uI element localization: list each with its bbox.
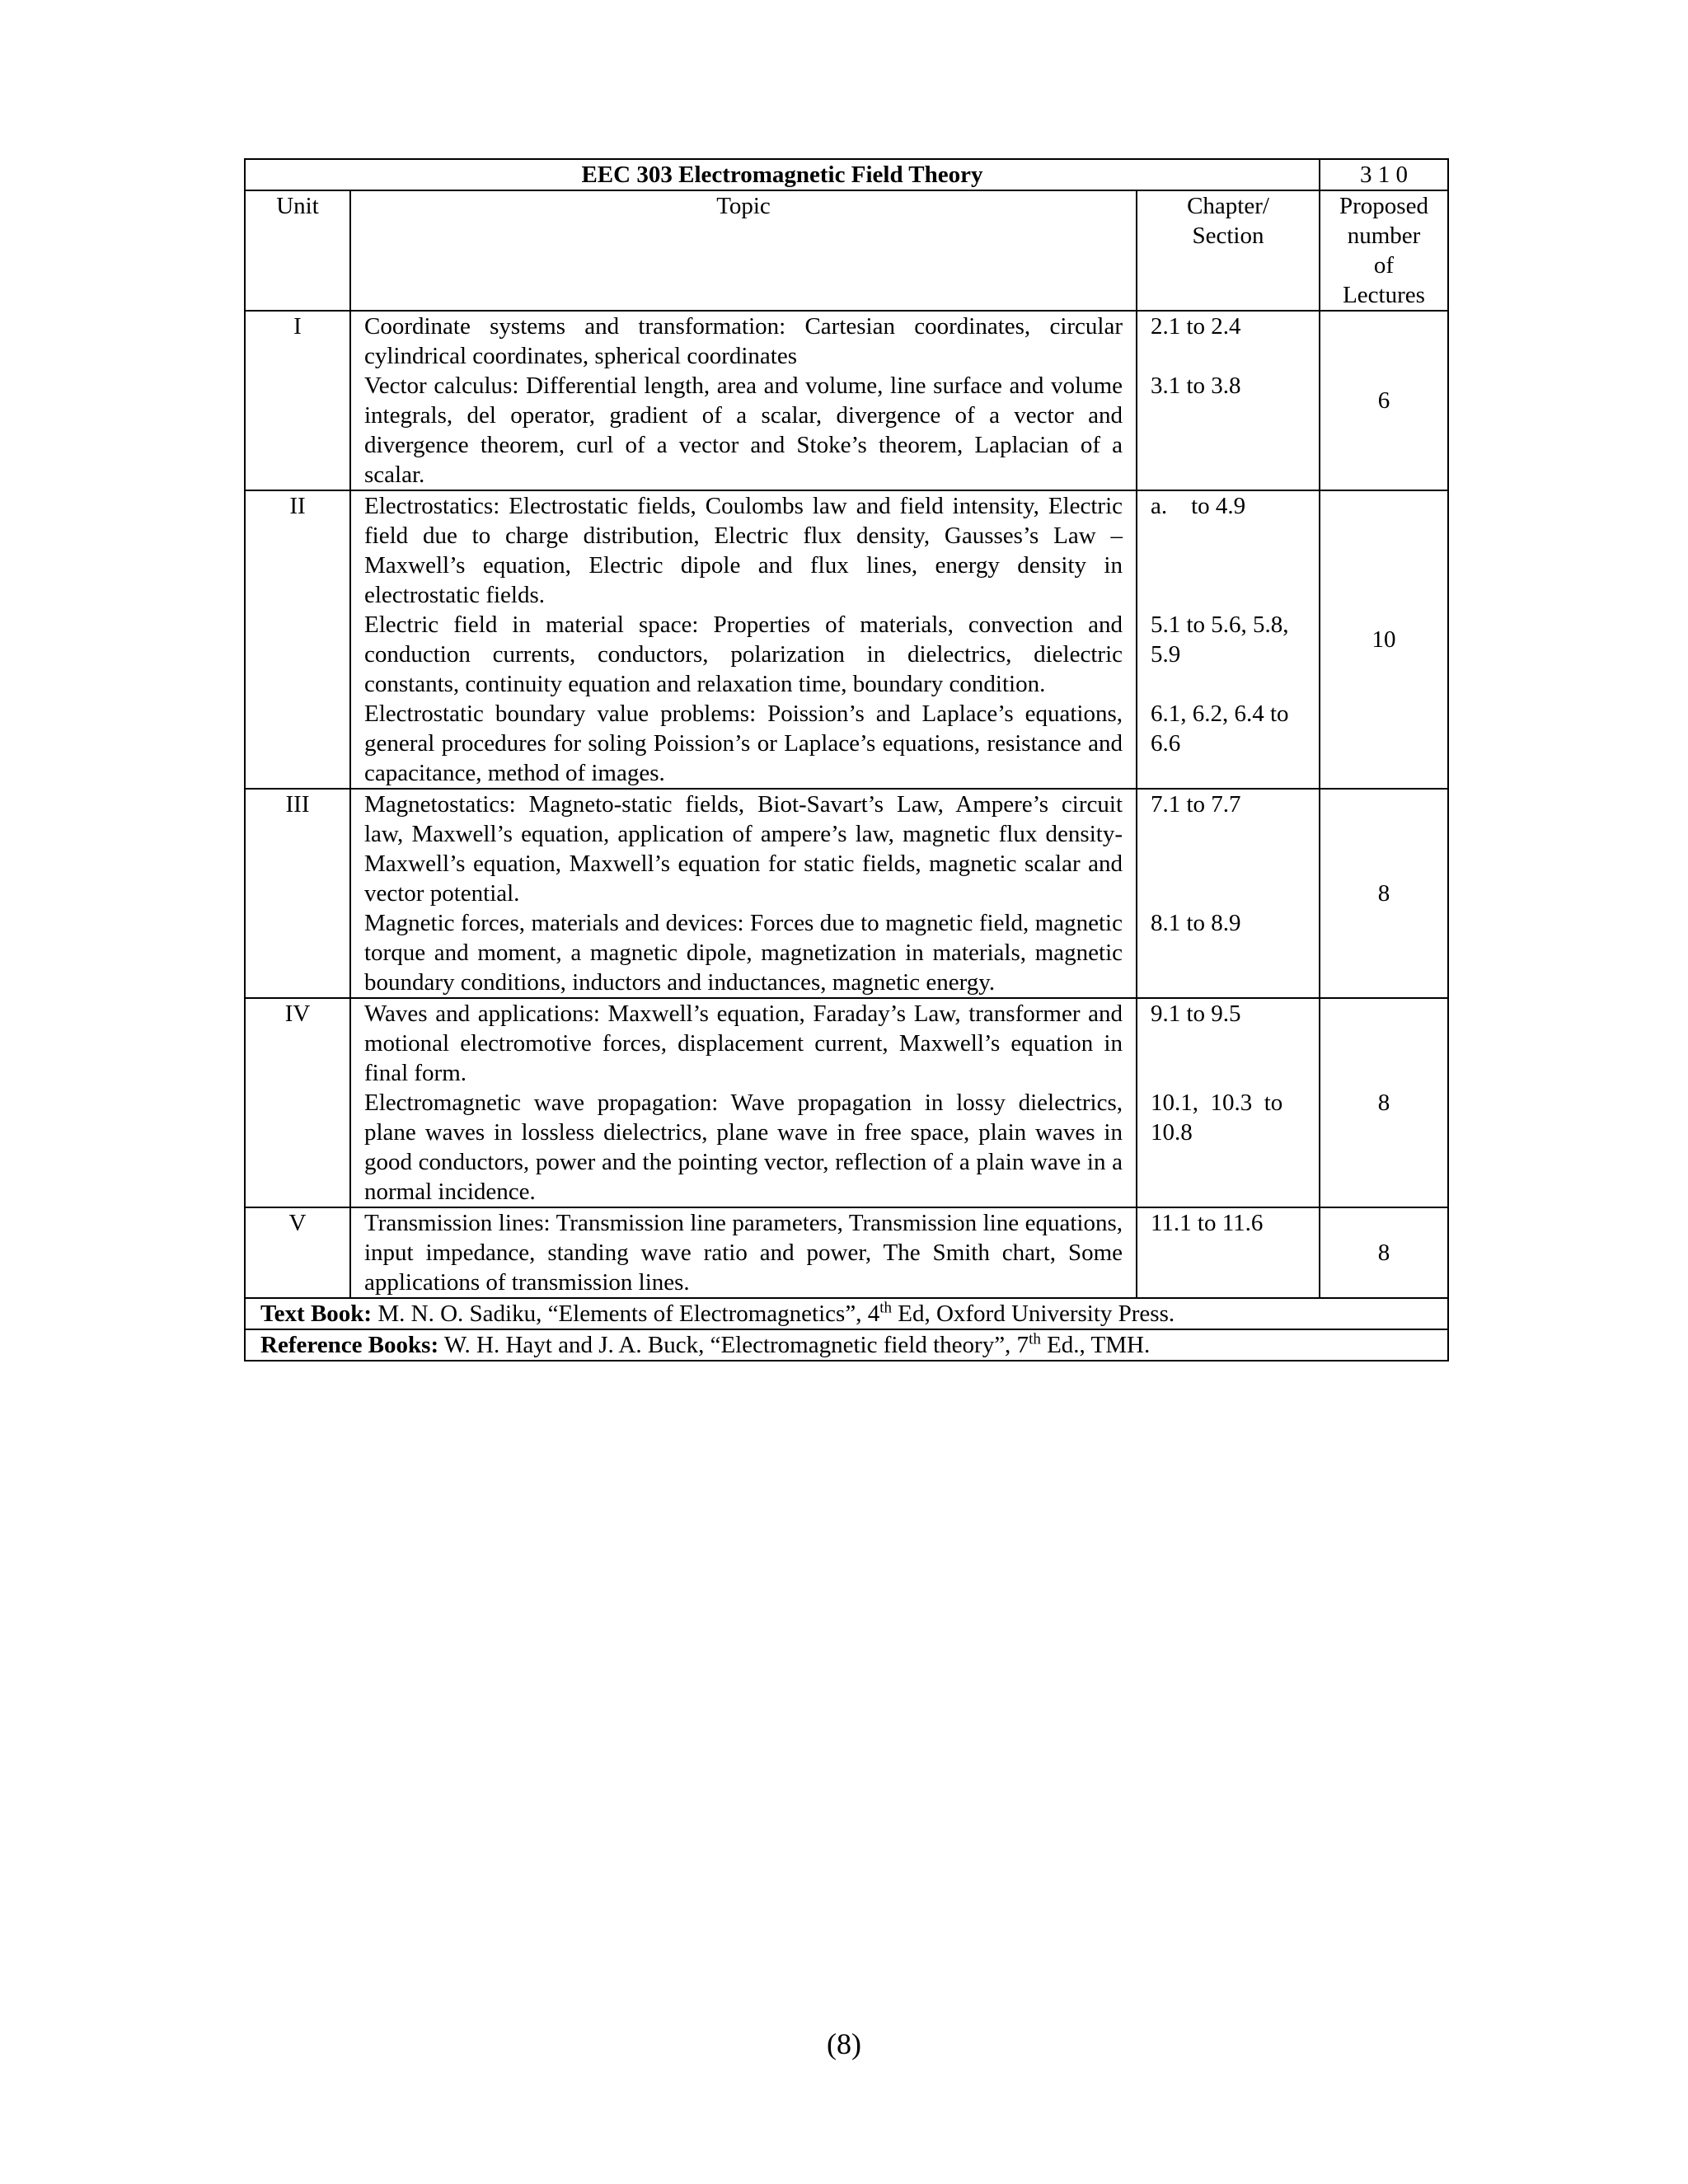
text-book-ref: M. N. O. Sadiku, “Elements of Electromagnetics”, 4 [372,1301,880,1327]
chapter-ref: 2.1 to 2.4 [1151,313,1241,340]
header-lectures-line: number [1347,223,1421,249]
course-title: EEC 303 Electromagnetic Field Theory [245,159,1320,190]
reference-book-edition-suffix: th [1029,1330,1041,1348]
topic-paragraph: Waves and applications: Maxwell’s equation, Faraday’s Law, transformer and motional electromotive forces, displacement current, Maxwell’s equation in final form. [364,1001,1123,1086]
header-chapter [1137,190,1320,311]
unit-row [245,998,1448,1207]
topic-paragraph: Magnetic forces, materials and devices: Forces due to magnetic field, magnetic torque and moment, a magnetic dipole, magnetization in materials, magnetic boundary conditions, inductors and inductances, magnetic energy. [364,910,1123,996]
unit-row [245,490,1448,789]
topic-paragraph: Electric field in material space: Properties of materials, convection and conduction currents, conductors, polarization in dielectrics, dielectric constants, continuity equation and relaxation time, boundary condition. [364,612,1123,697]
header-unit: Unit [245,190,350,311]
topic-paragraph: Electrostatics: Electrostatic fields, Coulombs law and field intensity, Electric field due to charge distribution, Electric flux density, Gausses’s Law – Maxwell’s equation, Electric dipole and flux lines, energy density in electrostatic fields. [364,493,1123,608]
header-lectures [1320,190,1448,311]
topic-paragraph: Vector calculus: Differential length, area and volume, line surface and volume integrals, del operator, gradient of a scalar, divergence of a vector and divergence theorem, curl of a vector and Stoke’s theorem, Laplacian of a scalar. [364,373,1123,488]
reference-books-row [245,1329,1448,1361]
reference-books-label: Reference Books: [260,1332,439,1358]
chapter-ref: 5.1 to 5.6, 5.8, 5.9 [1151,612,1295,668]
lecture-count: 10 [1320,490,1448,789]
reference-books [245,1329,1448,1361]
course-title-row [245,159,1448,190]
header-row [245,190,1448,311]
text-book-row [245,1298,1448,1329]
topic-cell [350,789,1137,998]
syllabus-table [244,158,1449,1361]
chapter-ref: 9.1 to 9.5 [1151,1001,1241,1027]
lecture-count: 8 [1320,1207,1448,1298]
text-book-ref-end: Ed, Oxford University Press. [891,1301,1175,1327]
unit-row [245,311,1448,490]
chapter-ref: 3.1 to 3.8 [1151,373,1241,399]
topic-cell [350,311,1137,490]
header-lectures-line: of [1373,252,1395,279]
header-lectures-line: Proposed [1339,193,1428,219]
chapter-ref: a. to 4.9 [1151,493,1246,519]
lecture-count: 8 [1320,789,1448,998]
chapter-ref: 6.1, 6.2, 6.4 to 6.6 [1151,701,1295,757]
chapter-ref: 8.1 to 8.9 [1151,910,1241,936]
topic-paragraph: Transmission lines: Transmission line parameters, Transmission line equations, input impedance, standing wave ratio and power, The Smith chart, Some applications of transmission lines. [364,1210,1123,1296]
text-book-label: Text Book: [260,1301,373,1327]
course-ltp: 3 1 0 [1320,159,1448,190]
page-number: (8) [827,2027,861,2060]
chapter-ref: 11.1 to 11.6 [1151,1210,1264,1236]
unit-row [245,789,1448,998]
chapter-ref: 7.1 to 7.7 [1151,791,1241,818]
chapter-ref: 10.1, 10.3 to 10.8 [1151,1090,1289,1146]
topic-paragraph: Electromagnetic wave propagation: Wave propagation in lossy dielectrics, plane waves in lossless dielectrics, plane wave in free space, plain waves in good conductors, power and the pointing vector, reflection of a plain wave in a normal incidence. [364,1090,1123,1205]
text-book-edition-suffix: th [879,1299,892,1317]
chapter-cell [1137,998,1320,1207]
lecture-count: 6 [1320,311,1448,490]
chapter-cell [1137,789,1320,998]
unit-row [245,1207,1448,1298]
chapter-cell [1137,490,1320,789]
unit-number: III [245,789,350,998]
header-lectures-line: Lectures [1343,282,1425,308]
header-chapter-line: Chapter/ [1187,193,1269,219]
topic-cell [350,998,1137,1207]
unit-number: V [245,1207,350,1298]
header-topic: Topic [350,190,1137,311]
topic-cell [350,1207,1137,1298]
text-book [245,1298,1448,1329]
unit-number: I [245,311,350,490]
reference-book-ref: W. H. Hayt and J. A. Buck, “Electromagnetic field theory”, 7 [438,1332,1029,1358]
chapter-cell [1137,1207,1320,1298]
header-chapter-line: Section [1192,223,1264,249]
unit-number: IV [245,998,350,1207]
unit-number: II [245,490,350,789]
reference-book-ref-end: Ed., TMH. [1040,1332,1151,1358]
topic-paragraph: Electrostatic boundary value problems: Poission’s and Laplace’s equations, general procedures for soling Poission’s or Laplace’s equations, resistance and capacitance, method of images. [364,701,1123,786]
topic-paragraph: Magnetostatics: Magneto-static fields, Biot-Savart’s Law, Ampere’s circuit law, Maxwell’s equation, application of ampere’s law, magnetic flux density- Maxwell’s equation, Maxwell’s equation for static fields, magnetic scalar and vector potential. [364,791,1123,907]
topic-cell [350,490,1137,789]
chapter-cell [1137,311,1320,490]
lecture-count: 8 [1320,998,1448,1207]
topic-paragraph: Coordinate systems and transformation: Cartesian coordinates, circular cylindrical coordinates, spherical coordinates [364,313,1123,369]
